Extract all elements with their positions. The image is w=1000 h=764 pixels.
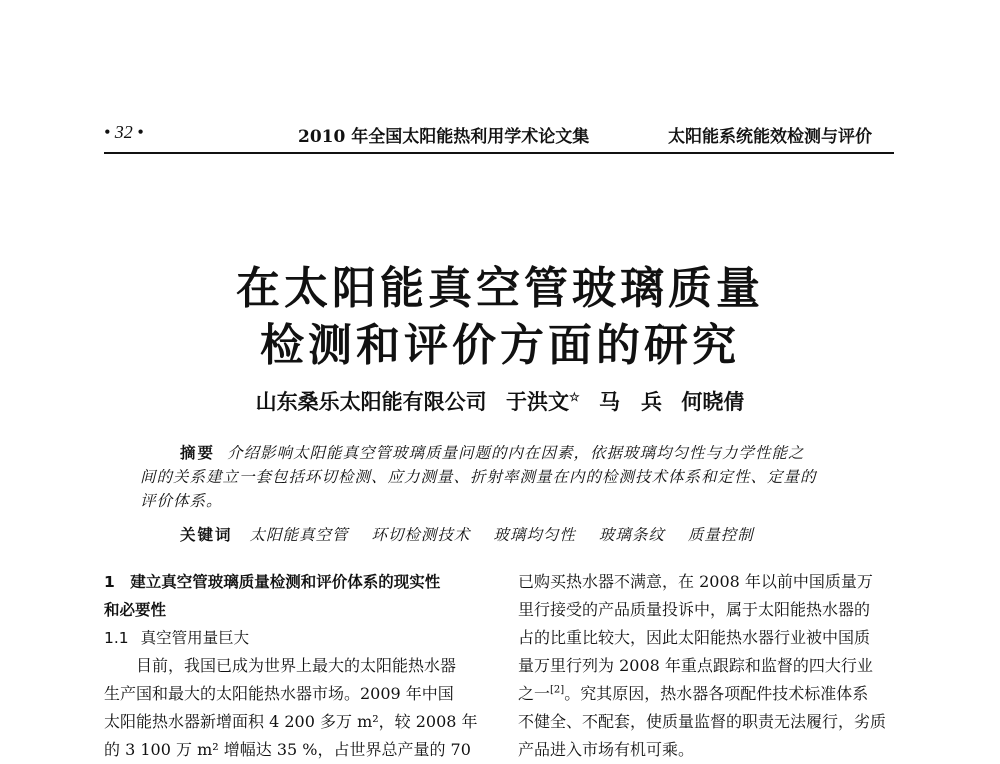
section-title: 太阳能系统能效检测与评价: [668, 127, 872, 147]
body-text-line: 之一[2]。究其原因，热水器各项配件技术标准体系: [518, 684, 869, 703]
body-text-line: 的 3 100 万 m² 增幅达 35 %，占世界总产量的 70: [104, 740, 471, 759]
paper-title-line-1: 在太阳能真空管玻璃质量: [236, 263, 764, 314]
body-column-left: [104, 568, 488, 764]
keyword: 玻璃均匀性: [493, 526, 576, 544]
keyword: 太阳能真空管: [249, 526, 349, 544]
abstract-line: 间的关系建立一套包括环切检测、应力测量、折射率测量在内的检测技术体系和定性、定量的: [140, 468, 817, 486]
subsection-heading: 1.1 真空管用量巨大: [104, 629, 250, 647]
authors-line: [0, 386, 1000, 416]
body-text-line: 太阳能热水器新增面积 4 200 多万 m²，较 2008 年: [104, 712, 478, 731]
keyword: 质量控制: [687, 526, 754, 544]
paper-title-line-2: 检测和评价方面的研究: [260, 320, 740, 371]
keywords-line: [180, 523, 772, 545]
author-name: 马 兵: [599, 389, 663, 414]
keyword: 玻璃条纹: [598, 526, 665, 544]
body-text-line: 产品进入市场有机可乘。: [518, 740, 695, 759]
page-number: • 32 •: [104, 122, 144, 142]
body-text-line: 里行接受的产品质量投诉中，属于太阳能热水器的: [518, 600, 871, 619]
body-text-line: 占的比重比较大，因此太阳能热水器行业被中国质: [518, 628, 871, 647]
keyword: 环切检测技术: [371, 526, 471, 544]
reference-mark: [2]: [550, 684, 565, 696]
author-name: 何晓倩: [681, 389, 745, 414]
header-rule: [104, 152, 894, 154]
body-text-line: 不健全、不配套，使质量监督的职责无法履行，劣质: [518, 712, 887, 731]
abstract-line: 评价体系。: [140, 492, 223, 510]
body-text-line: 目前，我国已成为世界上最大的太阳能热水器: [104, 656, 457, 675]
body-text-line: 生产国和最大的太阳能热水器市场。2009 年中国: [104, 684, 454, 703]
affiliation: 山东桑乐太阳能有限公司: [255, 389, 487, 414]
abstract-line: 摘要 介绍影响太阳能真空管玻璃质量问题的内在因素，依据玻璃均匀性与力学性能之: [180, 443, 805, 462]
body-text-line: 量万里行列为 2008 年重点跟踪和监督的四大行业: [518, 656, 873, 675]
body-column-right: [518, 568, 902, 764]
book-title: 2010 年全国太阳能热利用学术论文集: [298, 127, 590, 147]
abstract-label: 摘要: [180, 443, 216, 462]
keywords-label: 关键词: [180, 525, 233, 544]
section-heading: 和必要性: [104, 601, 167, 619]
author-name: 于洪文☆: [505, 389, 580, 414]
body-text-line: 已购买热水器不满意，在 2008 年以前中国质量万: [518, 572, 873, 591]
section-heading: 1 建立真空管玻璃质量检测和评价体系的现实性: [104, 573, 441, 591]
corresponding-mark: ☆: [568, 390, 580, 404]
